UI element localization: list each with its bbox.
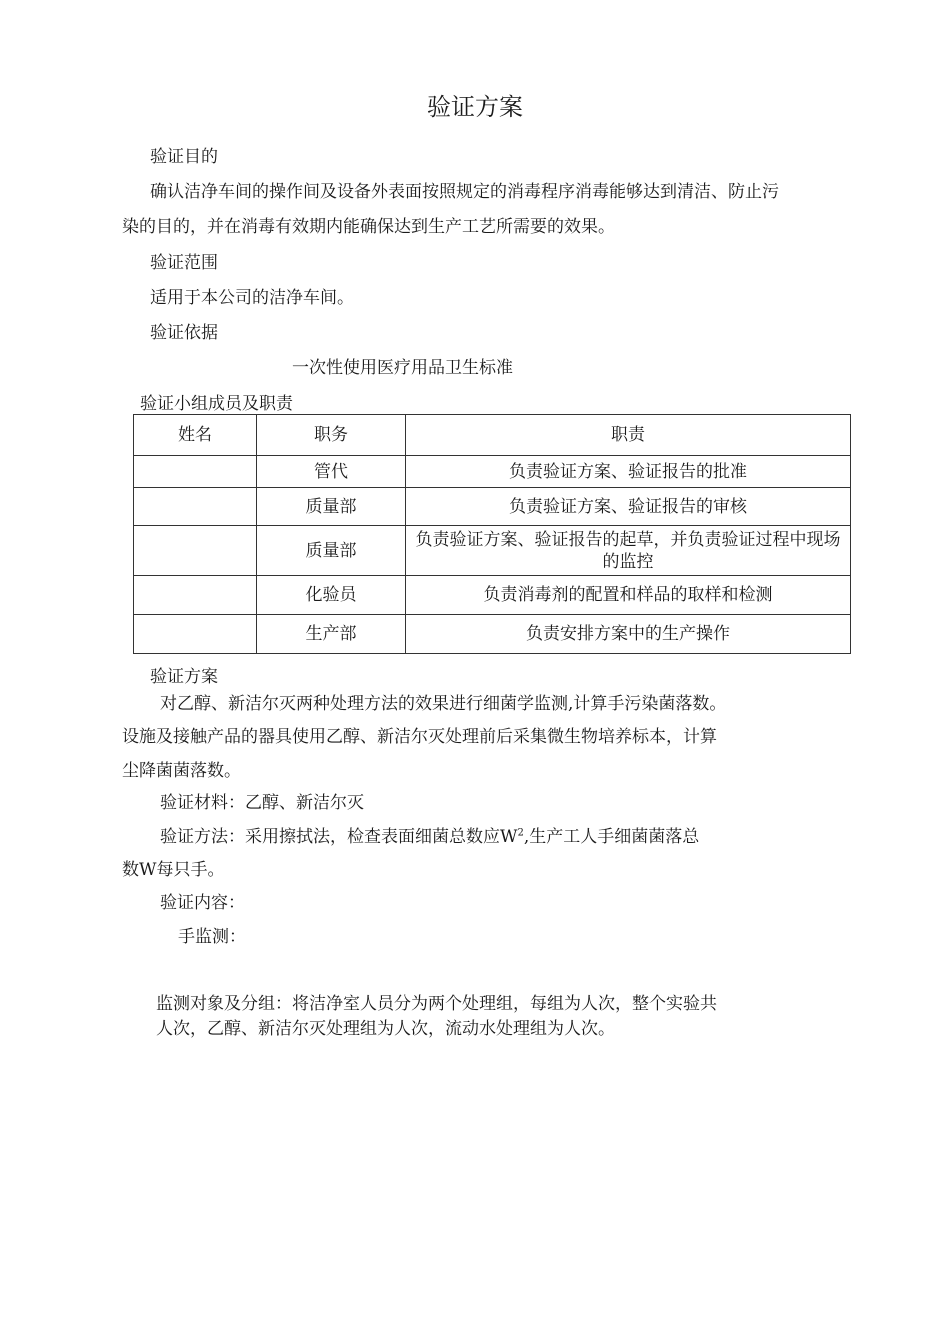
cell-name <box>134 488 257 526</box>
monitor-text-line-1: 监测对象及分组：将洁净室人员分为两个处理组，每组为人次，整个实验共 <box>156 994 717 1014</box>
table-header-row <box>134 415 851 456</box>
plan-text-line-3: 尘降菌菌落数。 <box>122 761 241 781</box>
cell-position: 管代 <box>257 456 406 488</box>
method-text-line-2: 数W每只手。 <box>122 860 225 880</box>
cell-name <box>134 526 257 576</box>
cell-position: 质量部 <box>257 526 406 576</box>
header-name: 姓名 <box>134 415 257 456</box>
cell-duty: 负责验证方案、验证报告的审核 <box>406 488 851 526</box>
cell-name <box>134 456 257 488</box>
scope-text: 适用于本公司的洁净车间。 <box>150 288 354 308</box>
cell-name <box>134 615 257 654</box>
cell-duty: 负责安排方案中的生产操作 <box>406 615 851 654</box>
method-text-part-a: 验证方法：采用擦拭法，检查表面细菌总数应W <box>160 827 518 847</box>
monitor-text-line-2: 人次，乙醇、新洁尔灭处理组为人次，流动水处理组为人次。 <box>156 1019 615 1039</box>
hand-monitoring-heading: 手监测： <box>178 927 246 947</box>
page-title: 验证方案 <box>427 93 523 121</box>
plan-text-line-1: 对乙醇、新洁尔灭两种处理方法的效果进行细菌学监测,计算手污染菌落数。 <box>160 694 727 714</box>
cell-position: 质量部 <box>257 488 406 526</box>
method-superscript: 2 <box>517 827 524 839</box>
cell-duty: 负责验证方案、验证报告的批准 <box>406 456 851 488</box>
plan-text-line-2: 设施及接触产品的器具使用乙醇、新洁尔灭处理前后采集微生物培养标本，计算 <box>122 727 717 747</box>
section-heading-purpose: 验证目的 <box>150 147 218 167</box>
cell-position: 化验员 <box>257 576 406 615</box>
table-row <box>134 615 851 654</box>
table-row <box>134 456 851 488</box>
section-heading-scope: 验证范围 <box>150 253 218 273</box>
cell-name <box>134 576 257 615</box>
table-row <box>134 576 851 615</box>
header-duty: 职责 <box>406 415 851 456</box>
table-row <box>134 488 851 526</box>
method-text-part-b: ,生产工人手细菌菌落总 <box>523 827 700 847</box>
section-heading-basis: 验证依据 <box>150 323 218 343</box>
basis-text: 一次性使用医疗用品卫生标准 <box>292 358 513 378</box>
cell-duty: 负责消毒剂的配置和样品的取样和检测 <box>406 576 851 615</box>
content-heading: 验证内容： <box>160 893 245 913</box>
cell-duty: 负责验证方案、验证报告的起草，并负责验证过程中现场的监控 <box>406 526 851 576</box>
header-position: 职务 <box>257 415 406 456</box>
purpose-text-line-1: 确认洁净车间的操作间及设备外表面按照规定的消毒程序消毒能够达到清洁、防止污 <box>150 182 779 202</box>
section-heading-team: 验证小组成员及职责 <box>140 394 293 414</box>
team-roles-table <box>133 414 851 654</box>
section-heading-plan: 验证方案 <box>150 667 218 687</box>
method-text-line-1 <box>160 826 699 848</box>
materials-text: 验证材料：乙醇、新洁尔灭 <box>160 793 364 813</box>
purpose-text-line-2: 染的目的，并在消毒有效期内能确保达到生产工艺所需要的效果。 <box>122 217 615 237</box>
cell-position: 生产部 <box>257 615 406 654</box>
table-row <box>134 526 851 576</box>
